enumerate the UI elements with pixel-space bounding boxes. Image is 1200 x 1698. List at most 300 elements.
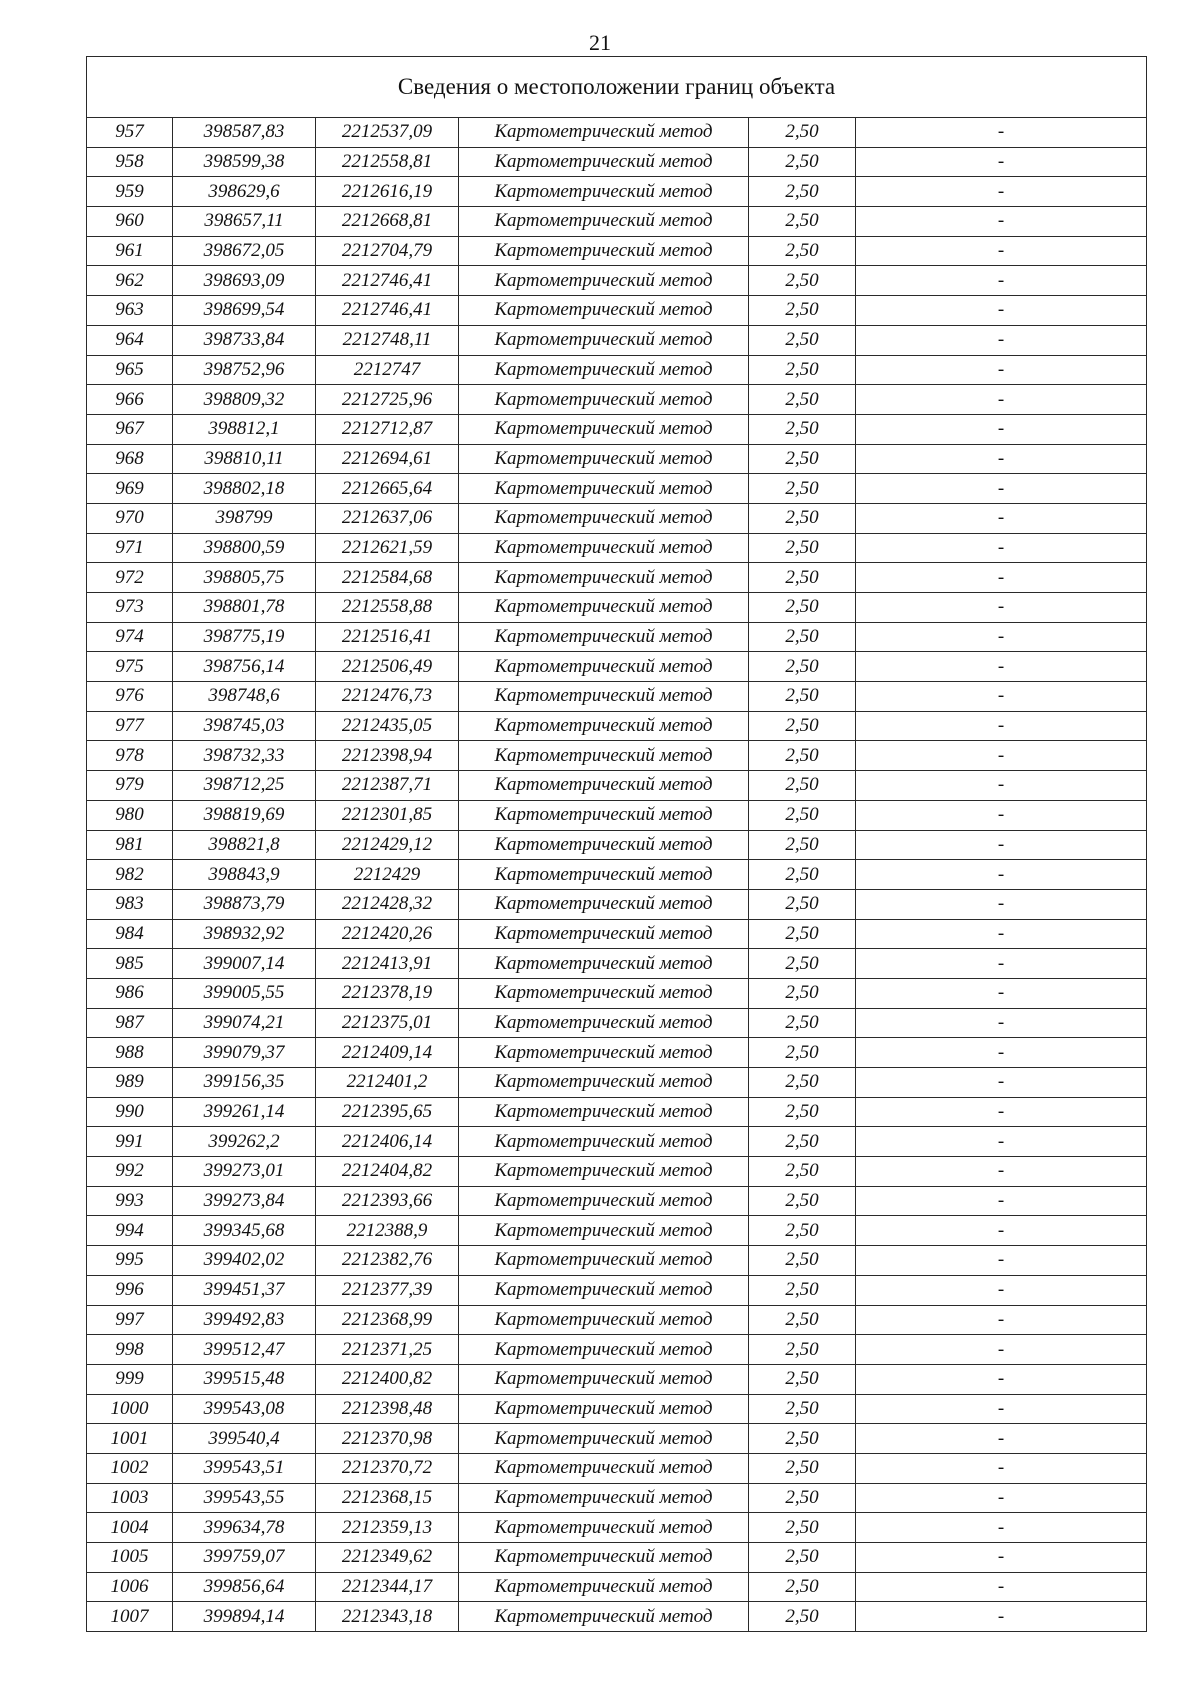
- point-number-cell: 971: [87, 533, 173, 563]
- description-cell: -: [856, 652, 1147, 682]
- precision-cell: 2,50: [749, 177, 856, 207]
- precision-cell: 2,50: [749, 1127, 856, 1157]
- precision-cell: 2,50: [749, 474, 856, 504]
- description-cell: -: [856, 978, 1147, 1008]
- point-number-cell: 973: [87, 593, 173, 623]
- method-cell: Картометрический метод: [459, 1572, 749, 1602]
- table-row: [87, 1424, 1147, 1454]
- point-number-cell: 967: [87, 414, 173, 444]
- description-cell: -: [856, 503, 1147, 533]
- description-cell: -: [856, 1216, 1147, 1246]
- precision-cell: 2,50: [749, 889, 856, 919]
- method-cell: Картометрический метод: [459, 978, 749, 1008]
- point-number-cell: 970: [87, 503, 173, 533]
- method-cell: Картометрический метод: [459, 741, 749, 771]
- description-cell: -: [856, 296, 1147, 326]
- precision-cell: 2,50: [749, 652, 856, 682]
- point-number-cell: 999: [87, 1364, 173, 1394]
- y-coordinate-cell: 2212429,12: [316, 830, 459, 860]
- point-number-cell: 1007: [87, 1602, 173, 1632]
- precision-cell: 2,50: [749, 1572, 856, 1602]
- method-cell: Картометрический метод: [459, 1275, 749, 1305]
- point-number-cell: 988: [87, 1038, 173, 1068]
- description-cell: -: [856, 711, 1147, 741]
- y-coordinate-cell: 2212349,62: [316, 1543, 459, 1573]
- x-coordinate-cell: 398799: [173, 503, 316, 533]
- table-row: [87, 533, 1147, 563]
- table-row: [87, 1394, 1147, 1424]
- x-coordinate-cell: 398672,05: [173, 236, 316, 266]
- x-coordinate-cell: 398748,6: [173, 682, 316, 712]
- table-row: [87, 563, 1147, 593]
- y-coordinate-cell: 2212371,25: [316, 1335, 459, 1365]
- x-coordinate-cell: 398821,8: [173, 830, 316, 860]
- table-row: [87, 1157, 1147, 1187]
- precision-cell: 2,50: [749, 830, 856, 860]
- table-row: [87, 385, 1147, 415]
- precision-cell: 2,50: [749, 622, 856, 652]
- description-cell: -: [856, 533, 1147, 563]
- description-cell: -: [856, 1335, 1147, 1365]
- method-cell: Картометрический метод: [459, 919, 749, 949]
- method-cell: Картометрический метод: [459, 1335, 749, 1365]
- table-row: [87, 444, 1147, 474]
- y-coordinate-cell: 2212406,14: [316, 1127, 459, 1157]
- precision-cell: 2,50: [749, 1157, 856, 1187]
- y-coordinate-cell: 2212382,76: [316, 1246, 459, 1276]
- method-cell: Картометрический метод: [459, 266, 749, 296]
- page-number: 21: [589, 30, 611, 55]
- table-row: [87, 919, 1147, 949]
- method-cell: Картометрический метод: [459, 830, 749, 860]
- x-coordinate-cell: 399894,14: [173, 1602, 316, 1632]
- precision-cell: 2,50: [749, 1246, 856, 1276]
- y-coordinate-cell: 2212584,68: [316, 563, 459, 593]
- x-coordinate-cell: 398599,38: [173, 147, 316, 177]
- precision-cell: 2,50: [749, 771, 856, 801]
- method-cell: Картометрический метод: [459, 1216, 749, 1246]
- x-coordinate-cell: 399079,37: [173, 1038, 316, 1068]
- table-row: [87, 503, 1147, 533]
- y-coordinate-cell: 2212616,19: [316, 177, 459, 207]
- method-cell: Картометрический метод: [459, 207, 749, 237]
- precision-cell: 2,50: [749, 296, 856, 326]
- point-number-cell: 969: [87, 474, 173, 504]
- table-row: [87, 1453, 1147, 1483]
- y-coordinate-cell: 2212388,9: [316, 1216, 459, 1246]
- method-cell: Картометрический метод: [459, 1394, 749, 1424]
- method-cell: Картометрический метод: [459, 860, 749, 890]
- point-number-cell: 980: [87, 800, 173, 830]
- precision-cell: 2,50: [749, 118, 856, 148]
- description-cell: -: [856, 414, 1147, 444]
- x-coordinate-cell: 399451,37: [173, 1275, 316, 1305]
- x-coordinate-cell: 399543,08: [173, 1394, 316, 1424]
- precision-cell: 2,50: [749, 1364, 856, 1394]
- precision-cell: 2,50: [749, 1097, 856, 1127]
- method-cell: Картометрический метод: [459, 1038, 749, 1068]
- y-coordinate-cell: 2212428,32: [316, 889, 459, 919]
- method-cell: Картометрический метод: [459, 1305, 749, 1335]
- x-coordinate-cell: 398732,33: [173, 741, 316, 771]
- precision-cell: 2,50: [749, 978, 856, 1008]
- description-cell: -: [856, 919, 1147, 949]
- description-cell: -: [856, 1513, 1147, 1543]
- point-number-cell: 1000: [87, 1394, 173, 1424]
- description-cell: -: [856, 207, 1147, 237]
- description-cell: -: [856, 800, 1147, 830]
- table-row: [87, 266, 1147, 296]
- point-number-cell: 1002: [87, 1453, 173, 1483]
- point-number-cell: 962: [87, 266, 173, 296]
- point-number-cell: 976: [87, 682, 173, 712]
- y-coordinate-cell: 2212398,48: [316, 1394, 459, 1424]
- precision-cell: 2,50: [749, 1305, 856, 1335]
- description-cell: -: [856, 1394, 1147, 1424]
- precision-cell: 2,50: [749, 949, 856, 979]
- table-row: [87, 325, 1147, 355]
- method-cell: Картометрический метод: [459, 1246, 749, 1276]
- precision-cell: 2,50: [749, 414, 856, 444]
- x-coordinate-cell: 398657,11: [173, 207, 316, 237]
- y-coordinate-cell: 2212704,79: [316, 236, 459, 266]
- y-coordinate-cell: 2212746,41: [316, 266, 459, 296]
- table-row: [87, 1068, 1147, 1098]
- table-row: [87, 889, 1147, 919]
- y-coordinate-cell: 2212435,05: [316, 711, 459, 741]
- description-cell: -: [856, 889, 1147, 919]
- x-coordinate-cell: 399262,2: [173, 1127, 316, 1157]
- table-row: [87, 1038, 1147, 1068]
- y-coordinate-cell: 2212409,14: [316, 1038, 459, 1068]
- table-row: [87, 1275, 1147, 1305]
- y-coordinate-cell: 2212516,41: [316, 622, 459, 652]
- x-coordinate-cell: 399156,35: [173, 1068, 316, 1098]
- x-coordinate-cell: 399492,83: [173, 1305, 316, 1335]
- table-title-row: [87, 57, 1147, 118]
- table-row: [87, 1483, 1147, 1513]
- point-number-cell: 966: [87, 385, 173, 415]
- x-coordinate-cell: 399856,64: [173, 1572, 316, 1602]
- table-row: [87, 978, 1147, 1008]
- x-coordinate-cell: 399634,78: [173, 1513, 316, 1543]
- precision-cell: 2,50: [749, 800, 856, 830]
- method-cell: Картометрический метод: [459, 652, 749, 682]
- point-number-cell: 992: [87, 1157, 173, 1187]
- point-number-cell: 985: [87, 949, 173, 979]
- table-row: [87, 236, 1147, 266]
- x-coordinate-cell: 398756,14: [173, 652, 316, 682]
- method-cell: Картометрический метод: [459, 1453, 749, 1483]
- method-cell: Картометрический метод: [459, 236, 749, 266]
- x-coordinate-cell: 399515,48: [173, 1364, 316, 1394]
- point-number-cell: 981: [87, 830, 173, 860]
- method-cell: Картометрический метод: [459, 325, 749, 355]
- y-coordinate-cell: 2212387,71: [316, 771, 459, 801]
- y-coordinate-cell: 2212378,19: [316, 978, 459, 1008]
- precision-cell: 2,50: [749, 444, 856, 474]
- description-cell: -: [856, 355, 1147, 385]
- description-cell: -: [856, 1602, 1147, 1632]
- method-cell: Картометрический метод: [459, 1513, 749, 1543]
- y-coordinate-cell: 2212301,85: [316, 800, 459, 830]
- description-cell: -: [856, 385, 1147, 415]
- method-cell: Картометрический метод: [459, 1097, 749, 1127]
- x-coordinate-cell: 399005,55: [173, 978, 316, 1008]
- description-cell: -: [856, 444, 1147, 474]
- description-cell: -: [856, 1097, 1147, 1127]
- y-coordinate-cell: 2212375,01: [316, 1008, 459, 1038]
- precision-cell: 2,50: [749, 1216, 856, 1246]
- method-cell: Картометрический метод: [459, 1127, 749, 1157]
- x-coordinate-cell: 398802,18: [173, 474, 316, 504]
- description-cell: -: [856, 593, 1147, 623]
- y-coordinate-cell: 2212746,41: [316, 296, 459, 326]
- point-number-cell: 974: [87, 622, 173, 652]
- description-cell: -: [856, 1543, 1147, 1573]
- table-title: Сведения о местоположении границ объекта: [87, 57, 1147, 118]
- table-row: [87, 1335, 1147, 1365]
- x-coordinate-cell: 399543,55: [173, 1483, 316, 1513]
- x-coordinate-cell: 398733,84: [173, 325, 316, 355]
- y-coordinate-cell: 2212537,09: [316, 118, 459, 148]
- description-cell: -: [856, 1453, 1147, 1483]
- point-number-cell: 959: [87, 177, 173, 207]
- table-row: [87, 1572, 1147, 1602]
- method-cell: Картометрический метод: [459, 1483, 749, 1513]
- x-coordinate-cell: 398745,03: [173, 711, 316, 741]
- method-cell: Картометрический метод: [459, 1364, 749, 1394]
- description-cell: -: [856, 236, 1147, 266]
- point-number-cell: 958: [87, 147, 173, 177]
- precision-cell: 2,50: [749, 1453, 856, 1483]
- table-row: [87, 1186, 1147, 1216]
- description-cell: -: [856, 682, 1147, 712]
- y-coordinate-cell: 2212725,96: [316, 385, 459, 415]
- method-cell: Картометрический метод: [459, 800, 749, 830]
- point-number-cell: 986: [87, 978, 173, 1008]
- table-row: [87, 1246, 1147, 1276]
- method-cell: Картометрический метод: [459, 1424, 749, 1454]
- table-row: [87, 1513, 1147, 1543]
- method-cell: Картометрический метод: [459, 1543, 749, 1573]
- precision-cell: 2,50: [749, 1186, 856, 1216]
- point-number-cell: 963: [87, 296, 173, 326]
- precision-cell: 2,50: [749, 1424, 856, 1454]
- y-coordinate-cell: 2212343,18: [316, 1602, 459, 1632]
- x-coordinate-cell: 398805,75: [173, 563, 316, 593]
- y-coordinate-cell: 2212429: [316, 860, 459, 890]
- description-cell: -: [856, 1186, 1147, 1216]
- point-number-cell: 1001: [87, 1424, 173, 1454]
- description-cell: -: [856, 622, 1147, 652]
- description-cell: -: [856, 118, 1147, 148]
- method-cell: Картометрический метод: [459, 296, 749, 326]
- x-coordinate-cell: 398819,69: [173, 800, 316, 830]
- table-row: [87, 118, 1147, 148]
- precision-cell: 2,50: [749, 1068, 856, 1098]
- point-number-cell: 1006: [87, 1572, 173, 1602]
- precision-cell: 2,50: [749, 1543, 856, 1573]
- description-cell: -: [856, 1483, 1147, 1513]
- y-coordinate-cell: 2212476,73: [316, 682, 459, 712]
- table-row: [87, 1008, 1147, 1038]
- point-number-cell: 975: [87, 652, 173, 682]
- method-cell: Картометрический метод: [459, 1186, 749, 1216]
- method-cell: Картометрический метод: [459, 474, 749, 504]
- method-cell: Картометрический метод: [459, 949, 749, 979]
- x-coordinate-cell: 398693,09: [173, 266, 316, 296]
- x-coordinate-cell: 398932,92: [173, 919, 316, 949]
- table-row: [87, 771, 1147, 801]
- y-coordinate-cell: 2212370,72: [316, 1453, 459, 1483]
- table-row: [87, 682, 1147, 712]
- description-cell: -: [856, 1246, 1147, 1276]
- y-coordinate-cell: 2212747: [316, 355, 459, 385]
- table-row: [87, 949, 1147, 979]
- x-coordinate-cell: 399273,01: [173, 1157, 316, 1187]
- y-coordinate-cell: 2212401,2: [316, 1068, 459, 1098]
- y-coordinate-cell: 2212395,65: [316, 1097, 459, 1127]
- description-cell: -: [856, 563, 1147, 593]
- point-number-cell: 997: [87, 1305, 173, 1335]
- method-cell: Картометрический метод: [459, 147, 749, 177]
- point-number-cell: 960: [87, 207, 173, 237]
- description-cell: -: [856, 147, 1147, 177]
- table-row: [87, 1097, 1147, 1127]
- x-coordinate-cell: 398587,83: [173, 118, 316, 148]
- point-number-cell: 957: [87, 118, 173, 148]
- table-row: [87, 355, 1147, 385]
- y-coordinate-cell: 2212621,59: [316, 533, 459, 563]
- method-cell: Картометрический метод: [459, 1068, 749, 1098]
- description-cell: -: [856, 1068, 1147, 1098]
- description-cell: -: [856, 1157, 1147, 1187]
- precision-cell: 2,50: [749, 593, 856, 623]
- description-cell: -: [856, 1424, 1147, 1454]
- x-coordinate-cell: 398801,78: [173, 593, 316, 623]
- x-coordinate-cell: 398752,96: [173, 355, 316, 385]
- y-coordinate-cell: 2212368,99: [316, 1305, 459, 1335]
- point-number-cell: 972: [87, 563, 173, 593]
- method-cell: Картометрический метод: [459, 1008, 749, 1038]
- description-cell: -: [856, 741, 1147, 771]
- precision-cell: 2,50: [749, 711, 856, 741]
- precision-cell: 2,50: [749, 147, 856, 177]
- point-number-cell: 984: [87, 919, 173, 949]
- x-coordinate-cell: 398873,79: [173, 889, 316, 919]
- table-row: [87, 1602, 1147, 1632]
- precision-cell: 2,50: [749, 563, 856, 593]
- x-coordinate-cell: 399540,4: [173, 1424, 316, 1454]
- point-number-cell: 991: [87, 1127, 173, 1157]
- description-cell: -: [856, 860, 1147, 890]
- precision-cell: 2,50: [749, 741, 856, 771]
- x-coordinate-cell: 399402,02: [173, 1246, 316, 1276]
- description-cell: -: [856, 1275, 1147, 1305]
- x-coordinate-cell: 399759,07: [173, 1543, 316, 1573]
- precision-cell: 2,50: [749, 533, 856, 563]
- precision-cell: 2,50: [749, 860, 856, 890]
- method-cell: Картометрический метод: [459, 414, 749, 444]
- table-row: [87, 741, 1147, 771]
- x-coordinate-cell: 399512,47: [173, 1335, 316, 1365]
- x-coordinate-cell: 398800,59: [173, 533, 316, 563]
- description-cell: -: [856, 1008, 1147, 1038]
- method-cell: Картометрический метод: [459, 771, 749, 801]
- y-coordinate-cell: 2212370,98: [316, 1424, 459, 1454]
- table-row: [87, 1305, 1147, 1335]
- y-coordinate-cell: 2212668,81: [316, 207, 459, 237]
- point-number-cell: 977: [87, 711, 173, 741]
- description-cell: -: [856, 1572, 1147, 1602]
- description-cell: -: [856, 1127, 1147, 1157]
- precision-cell: 2,50: [749, 1335, 856, 1365]
- boundary-coordinates-table: [86, 56, 1147, 1632]
- method-cell: Картометрический метод: [459, 444, 749, 474]
- y-coordinate-cell: 2212359,13: [316, 1513, 459, 1543]
- precision-cell: 2,50: [749, 503, 856, 533]
- x-coordinate-cell: 398843,9: [173, 860, 316, 890]
- y-coordinate-cell: 2212420,26: [316, 919, 459, 949]
- point-number-cell: 1004: [87, 1513, 173, 1543]
- x-coordinate-cell: 399261,14: [173, 1097, 316, 1127]
- table-row: [87, 800, 1147, 830]
- y-coordinate-cell: 2212558,88: [316, 593, 459, 623]
- method-cell: Картометрический метод: [459, 503, 749, 533]
- point-number-cell: 990: [87, 1097, 173, 1127]
- y-coordinate-cell: 2212344,17: [316, 1572, 459, 1602]
- point-number-cell: 979: [87, 771, 173, 801]
- method-cell: Картометрический метод: [459, 682, 749, 712]
- point-number-cell: 1003: [87, 1483, 173, 1513]
- table-row: [87, 1543, 1147, 1573]
- x-coordinate-cell: 398629,6: [173, 177, 316, 207]
- x-coordinate-cell: 398775,19: [173, 622, 316, 652]
- y-coordinate-cell: 2212377,39: [316, 1275, 459, 1305]
- precision-cell: 2,50: [749, 919, 856, 949]
- method-cell: Картометрический метод: [459, 177, 749, 207]
- table-row: [87, 1127, 1147, 1157]
- method-cell: Картометрический метод: [459, 385, 749, 415]
- point-number-cell: 1005: [87, 1543, 173, 1573]
- x-coordinate-cell: 398812,1: [173, 414, 316, 444]
- table-row: [87, 147, 1147, 177]
- table-row: [87, 414, 1147, 444]
- y-coordinate-cell: 2212558,81: [316, 147, 459, 177]
- precision-cell: 2,50: [749, 1394, 856, 1424]
- x-coordinate-cell: 399007,14: [173, 949, 316, 979]
- precision-cell: 2,50: [749, 682, 856, 712]
- precision-cell: 2,50: [749, 1483, 856, 1513]
- precision-cell: 2,50: [749, 355, 856, 385]
- y-coordinate-cell: 2212393,66: [316, 1186, 459, 1216]
- point-number-cell: 995: [87, 1246, 173, 1276]
- method-cell: Картометрический метод: [459, 533, 749, 563]
- y-coordinate-cell: 2212694,61: [316, 444, 459, 474]
- description-cell: -: [856, 177, 1147, 207]
- table-row: [87, 711, 1147, 741]
- y-coordinate-cell: 2212637,06: [316, 503, 459, 533]
- method-cell: Картометрический метод: [459, 1157, 749, 1187]
- precision-cell: 2,50: [749, 1008, 856, 1038]
- method-cell: Картометрический метод: [459, 1602, 749, 1632]
- precision-cell: 2,50: [749, 1038, 856, 1068]
- description-cell: -: [856, 949, 1147, 979]
- method-cell: Картометрический метод: [459, 355, 749, 385]
- description-cell: -: [856, 830, 1147, 860]
- point-number-cell: 982: [87, 860, 173, 890]
